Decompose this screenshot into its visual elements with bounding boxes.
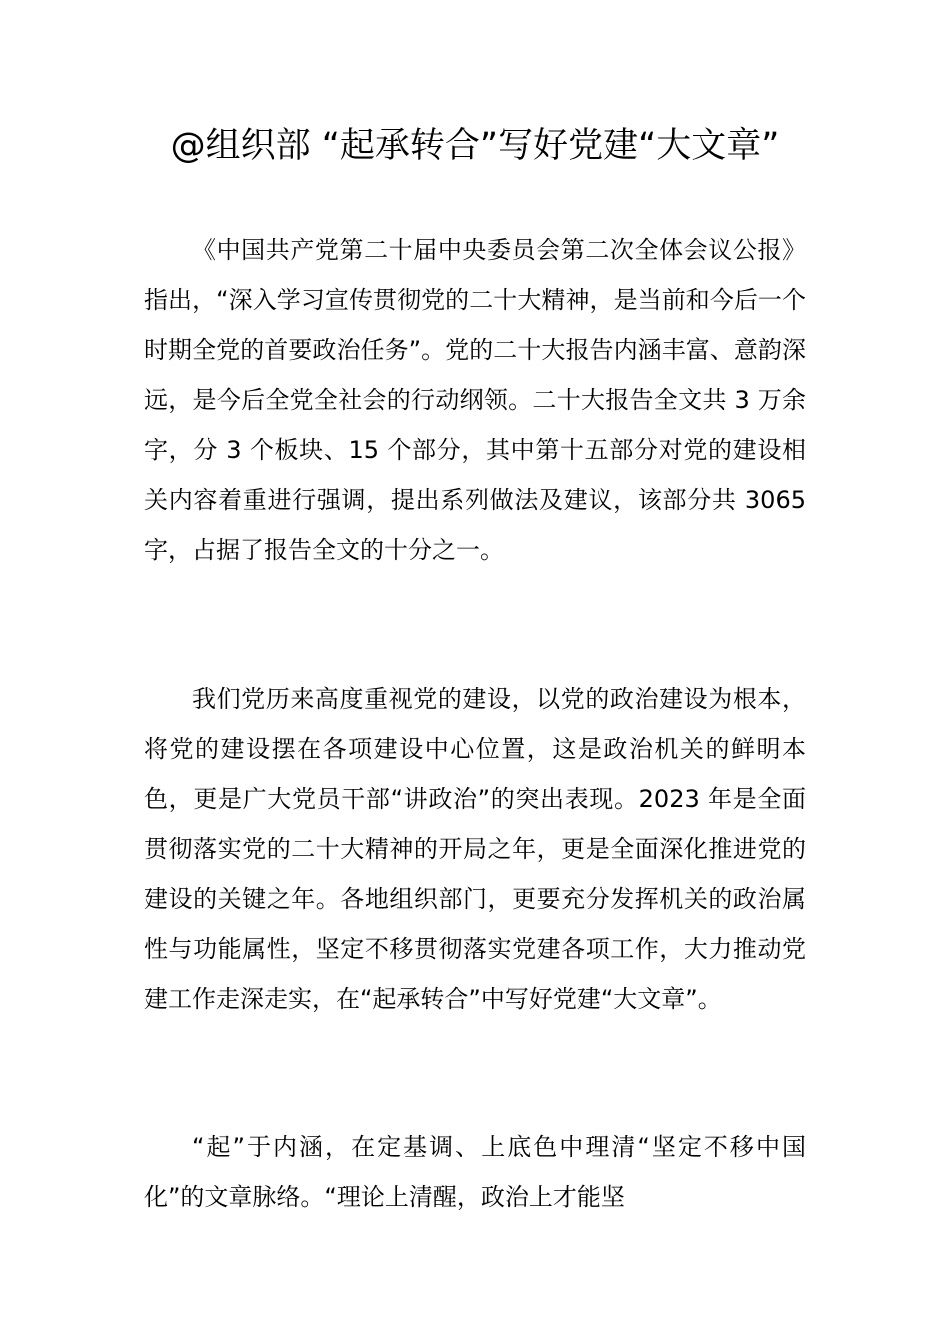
paragraph-2: 我们党历来高度重视党的建设，以党的政治建设为根本，将党的建设摆在各项建设中心位置，这是政治机关的鲜明本色，更是广大党员干部“讲政治”的突出表现。2023 年是全面贯彻落实党的二十大精神的开局之年，更是全面深化推进党的建设的关键之年。各地组织部门，更要充分发挥机关的政治属性与功能属性，坚定不移贯彻落实党建各项工作，大力推动党建工作走深走实，在“起承转合”中写好党建“大文章”。 [144, 685, 806, 1013]
paragraph-1: 《中国共产党第二十届中央委员会第二次全体会议公报》指出，“深入学习宣传贯彻党的二十大精神，是当前和今后一个时期全党的首要政治任务”。党的二十大报告内涵丰富、意韵深远，是今后全党全社会的行动纲领。二十大报告全文共 3 万余字，分 3 个板块、15 个部分，其中第十五部分对党的建设相关内容着重进行强调，提出系列做法及建议，该部分共 3065 字，占据了报告全文的十分之一。 [144, 236, 806, 564]
paragraph-3: “起”于内涵，在定基调、上底色中理清“坚定不移中国化”的文章脉络。“理论上清醒，政治上才能坚 [144, 1133, 806, 1211]
document-title: @组织部 “起承转合”写好党建“大文章” [170, 126, 780, 166]
